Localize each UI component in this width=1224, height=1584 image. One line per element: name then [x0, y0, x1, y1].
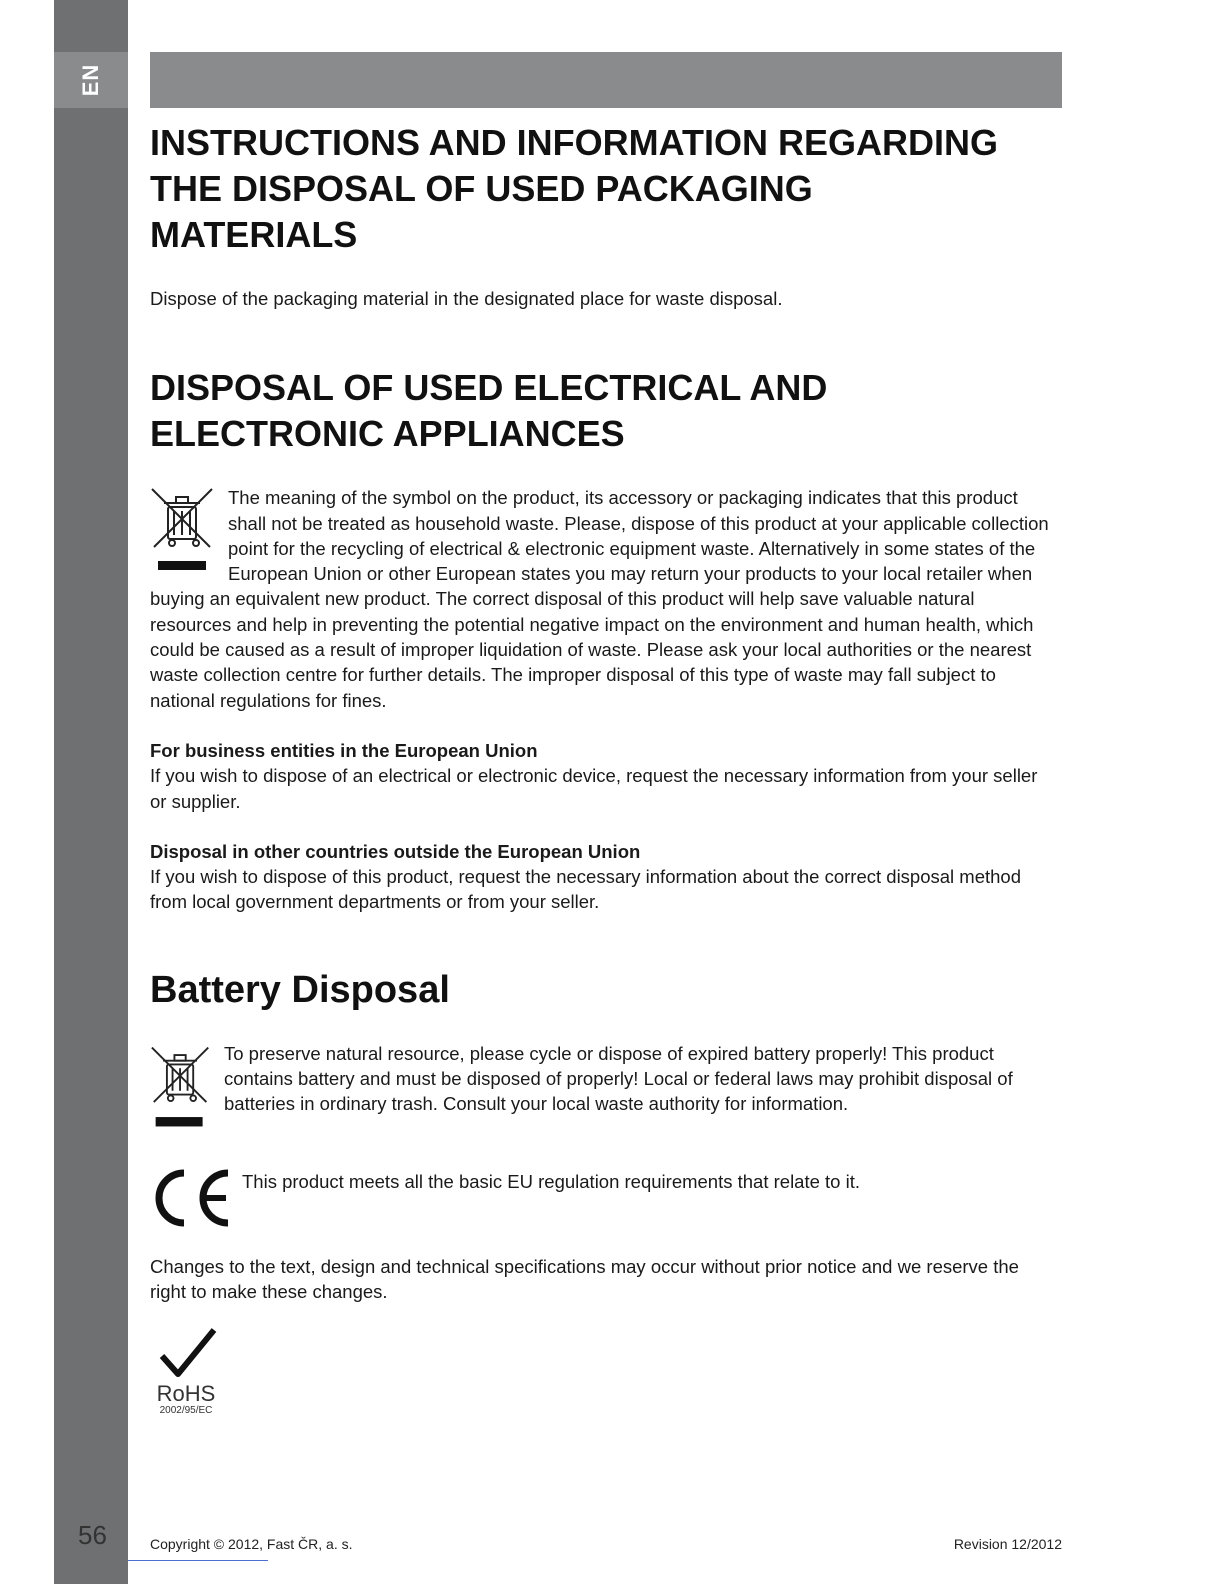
ce-mark-icon: [150, 1169, 242, 1232]
page-number: 56: [78, 1520, 107, 1550]
changes-text: Changes to the text, design and technical specifications may occur without prior notice and we reserve the right to make these changes.: [150, 1255, 1019, 1303]
packaging-title: INSTRUCTIONS AND INFORMATION REGARDING THE DISPOSAL OF USED PACKAGING MATERIALS: [150, 122, 998, 255]
battery-title: Battery Disposal: [150, 968, 450, 1011]
header-band: [150, 52, 1062, 108]
ce-block: [150, 1169, 1050, 1232]
battery-crossed-bin-icon: [150, 1041, 224, 1133]
business-heading: For business entities in the European Union: [150, 739, 538, 761]
checkmark-icon: [154, 1328, 218, 1378]
packaging-text: Dispose of the packaging material in the designated place for waste disposal.: [150, 288, 783, 309]
revision-text: Revision 12/2012: [953, 1536, 1062, 1552]
weee-text: The meaning of the symbol on the product, its accessory or packaging indicates that this product shall not be treated as household waste. Please, dispose of this product at your applicable collection point for the recycling of electrical & electronic equipment waste. Alternatively in some states of the European Union or other European states you may return your products to your local retailer when buying an equivalent new product. The correct disposal of this product will help save valuable natural resources and help in preventing the potential negative impact on the environment and human health, which could be caused as a result of improper liquidation of waste. Please ask your local authorities or the nearest waste collection centre for further details. The improper disposal of this type of waste may fall subject to national regulations for fines.: [150, 487, 1049, 711]
business-text: If you wish to dispose of an electrical or electronic device, request the necessary information from your seller or supplier.: [150, 765, 1038, 812]
weee-title: DISPOSAL OF USED ELECTRICAL AND ELECTRONIC APPLIANCES: [150, 367, 828, 455]
rohs-label: RoHS: [156, 1381, 216, 1407]
weee-block: [150, 485, 1050, 713]
battery-text: To preserve natural resource, please cycle or dispose of expired battery properly! This product contains battery and must be disposed of properly! Local or federal laws may prohibit disposal of batteries in ordinary trash. Consult your local waste authority for information.: [224, 1042, 1013, 1115]
copyright-text: Copyright © 2012, Fast ČR, a. s.: [150, 1536, 353, 1552]
language-label: EN: [78, 63, 103, 97]
rohs-directive: 2002/95/EC: [159, 1405, 213, 1417]
main-content: [150, 120, 1050, 1417]
ce-text: This product meets all the basic EU regulation requirements that relate to it.: [242, 1170, 860, 1192]
outside-eu-heading: Disposal in other countries outside the European Union: [150, 840, 641, 862]
footer-divider: [128, 1560, 268, 1561]
battery-block: [150, 1041, 1050, 1133]
side-bar: [54, 0, 128, 1584]
rohs-logo: [150, 1328, 222, 1417]
weee-crossed-bin-icon: [150, 485, 228, 577]
outside-eu-text: If you wish to dispose of this product, request the necessary information about the correct disposal method from local government departments or from your seller.: [150, 866, 1021, 913]
